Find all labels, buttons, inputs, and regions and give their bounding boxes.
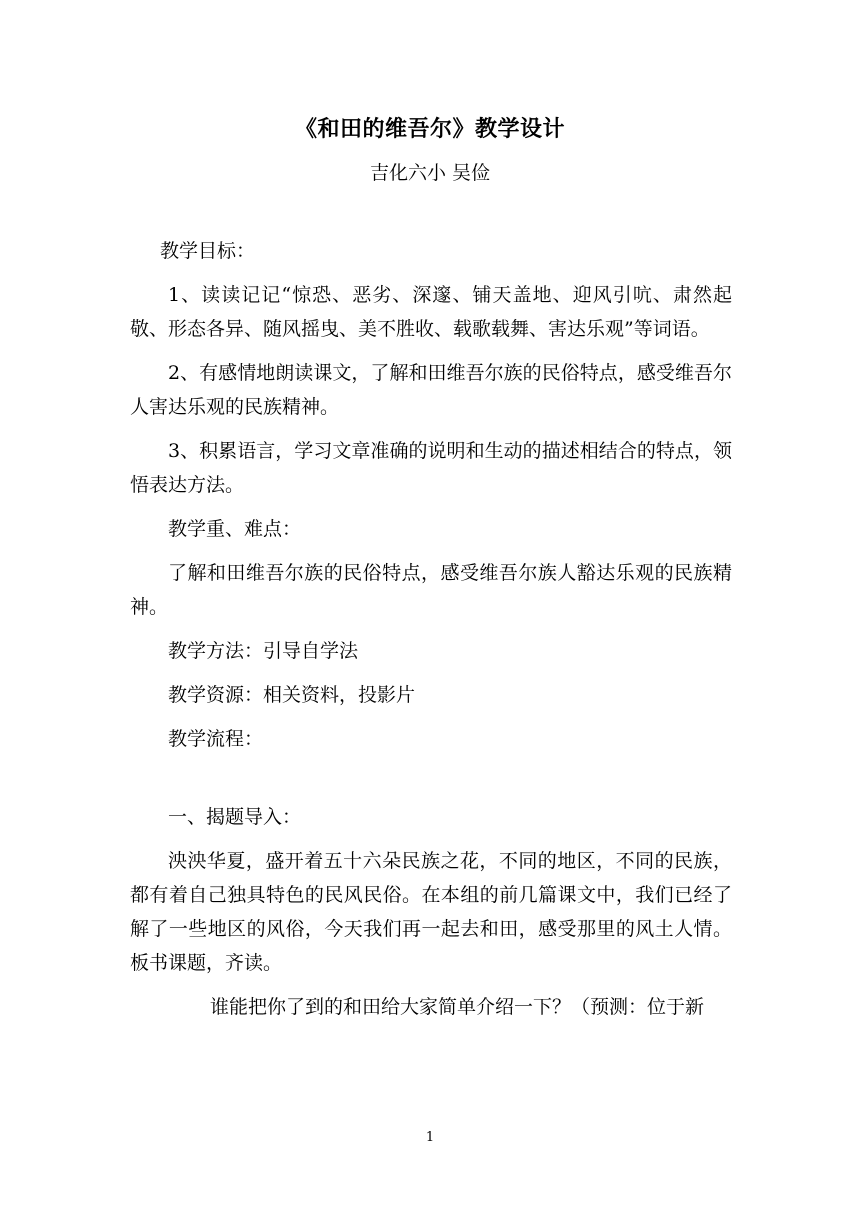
goal-item-1: 1、读读记记“惊恐、恶劣、深邃、铺天盖地、迎风引吭、肃然起敬、形态各异、随风摇曳、美不胜收、载歌载舞、害达乐观”等词语。 — [130, 284, 732, 340]
section-1-question: 谁能把你了到的和田给大家简单介绍一下？（预测：位于新 — [210, 996, 705, 1018]
teaching-goals-heading: 教学目标： — [160, 240, 256, 262]
goal-item-2: 2、有感情地朗读课文，了解和田维吾尔族的民俗特点，感受维吾尔人害达乐观的民族精神。 — [130, 362, 732, 418]
key-points-text: 了解和田维吾尔族的民俗特点，感受维吾尔族人豁达乐观的民族精神。 — [130, 562, 732, 618]
section-1-intro: 泱泱华夏，盛开着五十六朵民族之花，不同的地区，不同的民族，都有着自己独具特色的民风民俗。在本组的前几篇课文中，我们已经了解了一些地区的风俗，今天我们再一起去和田，感受那里的风土人情。板书课题，齐读。 — [130, 850, 732, 974]
teaching-process-heading: 教学流程： — [168, 728, 264, 750]
goal-item-3: 3、积累语言，学习文章准确的说明和生动的描述相结合的特点，领悟表达方法。 — [130, 440, 732, 496]
section-1-heading: 一、揭题导入： — [168, 806, 302, 828]
page-number: 1 — [425, 1130, 435, 1145]
document-title: 《和田的维吾尔》教学设计 — [294, 116, 565, 142]
teaching-resources: 教学资源：相关资料，投影片 — [168, 684, 416, 706]
key-points-heading: 教学重、难点： — [168, 518, 302, 540]
document-author: 吉化六小 吴俭 — [369, 162, 491, 184]
teaching-method: 教学方法：引导自学法 — [168, 640, 359, 662]
document-body — [130, 234, 732, 1034]
